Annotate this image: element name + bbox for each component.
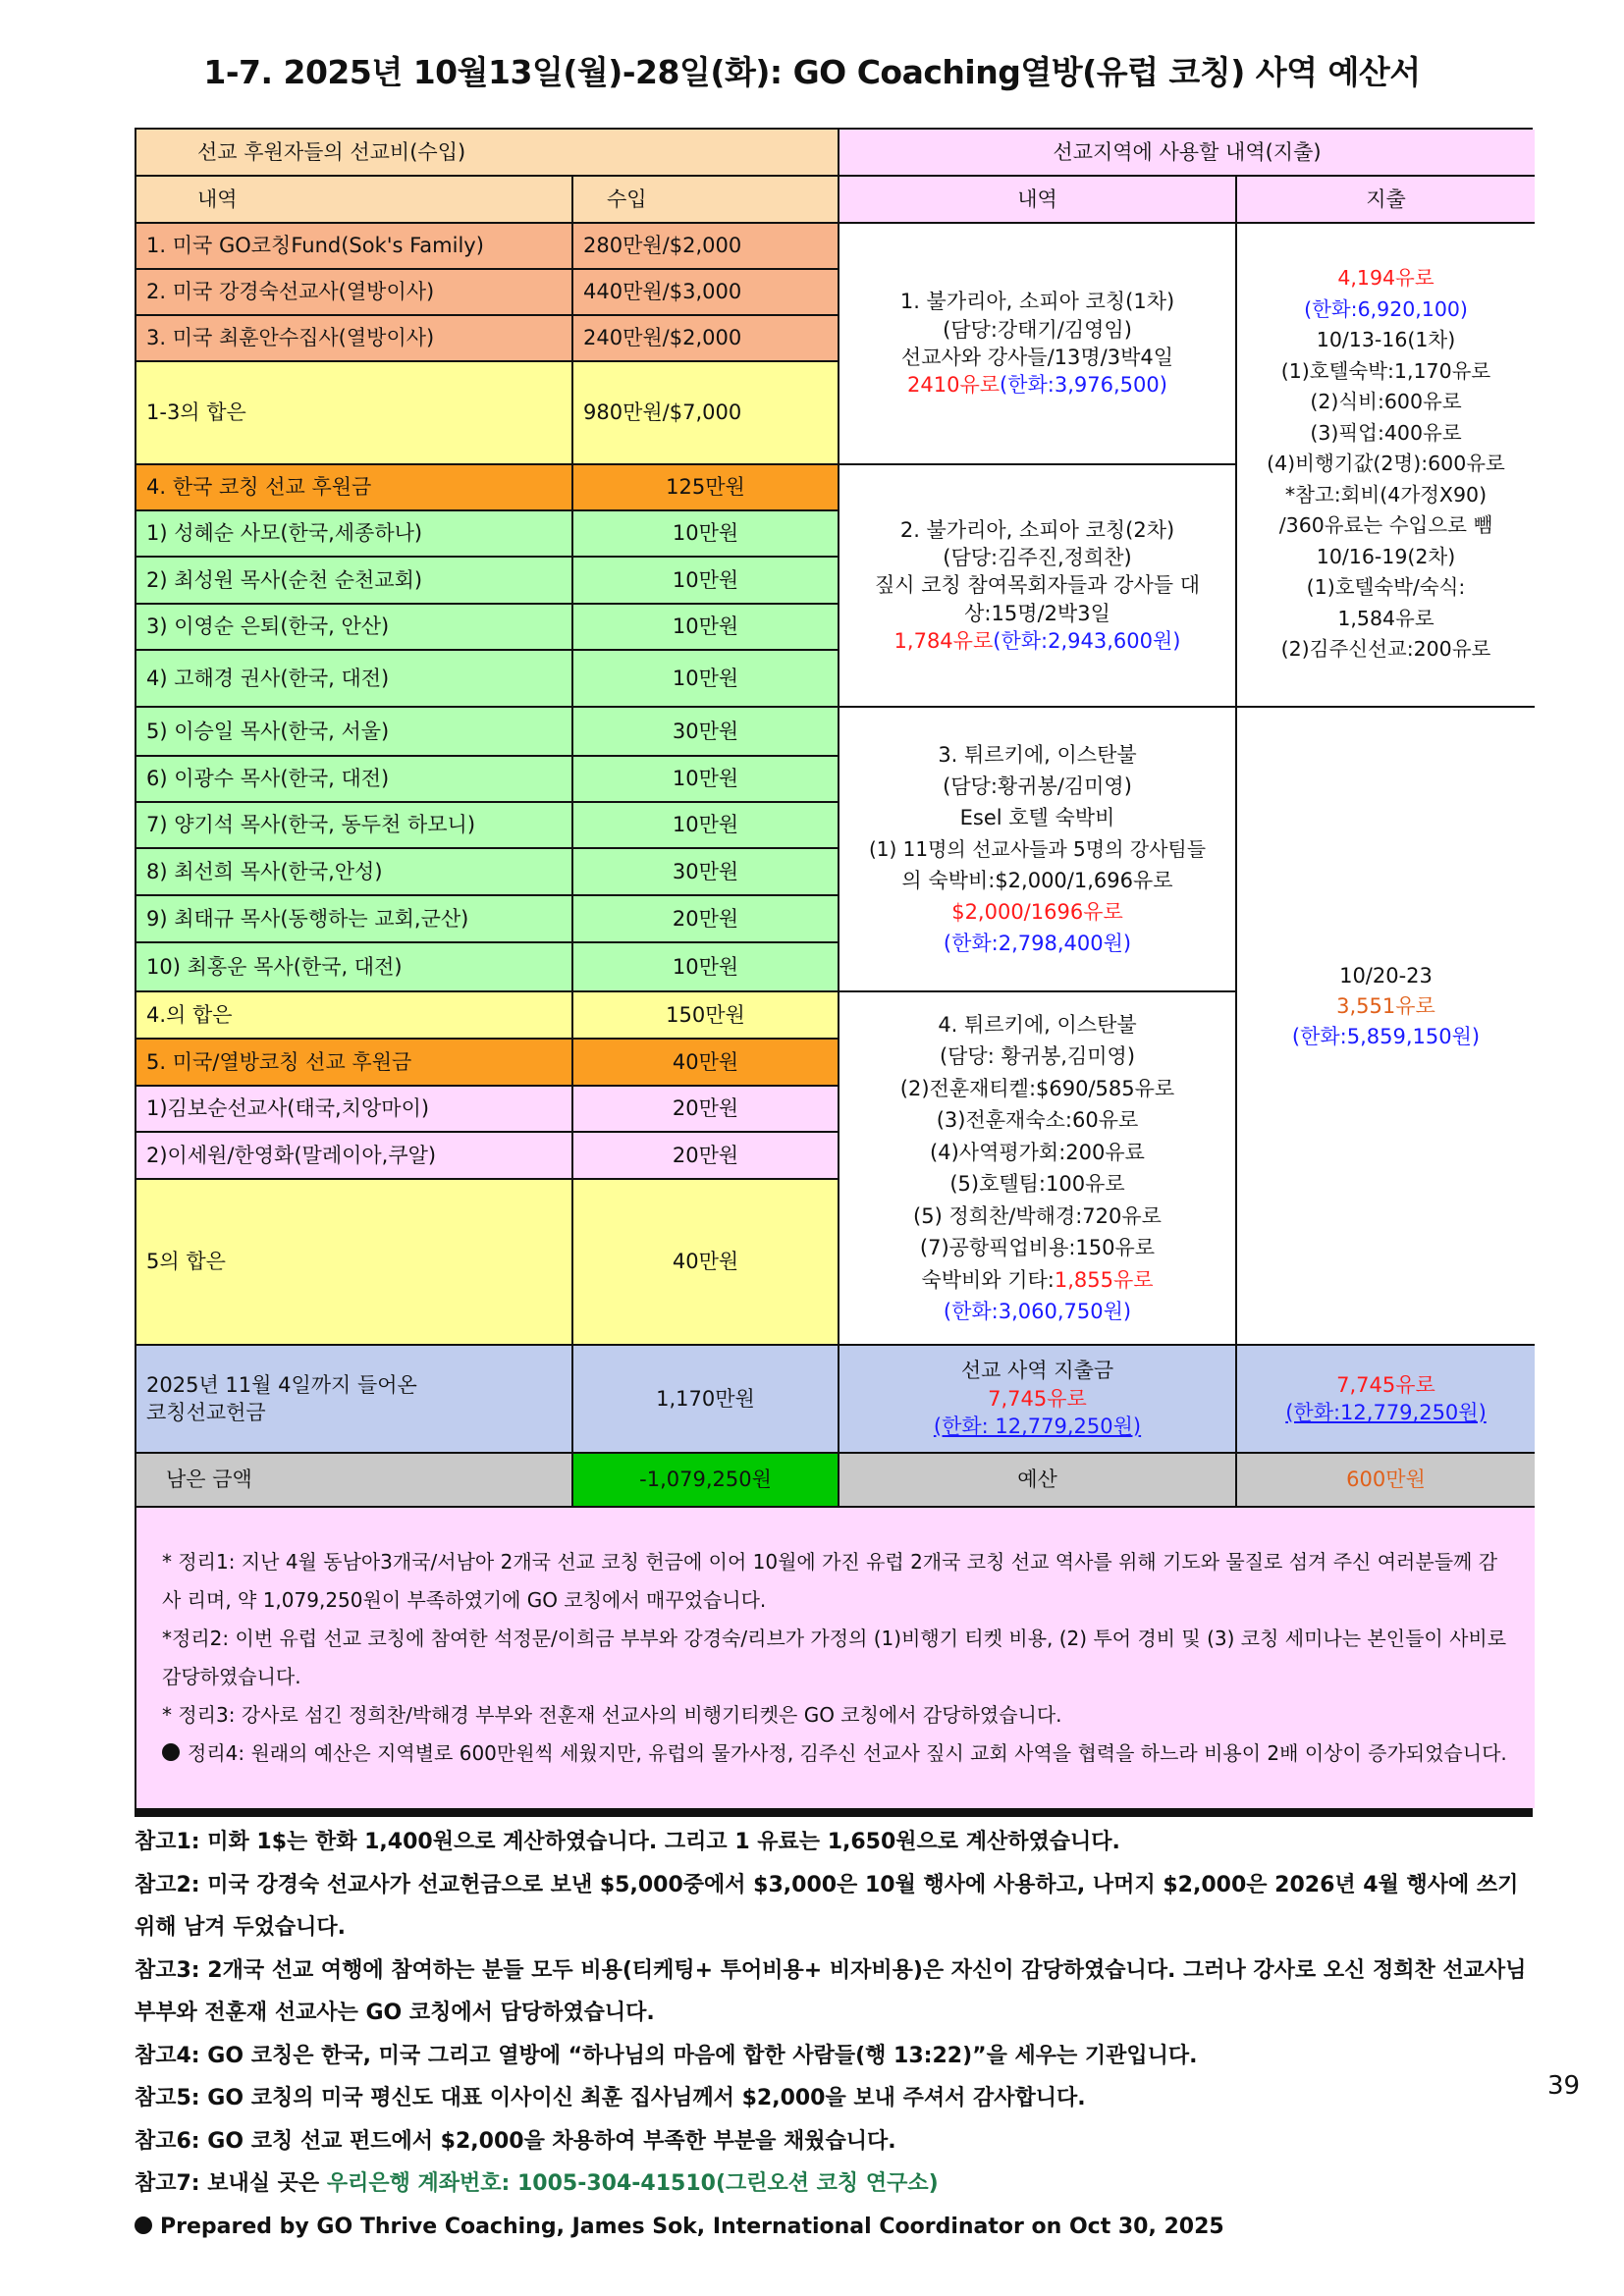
expense-line: 선교사와 강사들/13명/3박4일 (900, 346, 1174, 369)
remaining-label: 남은 금액 (136, 1454, 573, 1508)
reference-note (135, 2163, 1529, 2206)
expense-line: (4)사역평가회:200유료 (930, 1140, 1145, 1164)
bulgaria-total-euro: 4,194유로 (1337, 266, 1435, 290)
reference-note: 참고3: 2개국 선교 여행에 참여하는 분들 모두 비용(티케팅+ 투어비용+ 비자비용)은 자신이 감당하였습니다. 그러나 강사로 오신 정희찬 선교사님 부부와 전훈재 선교사는 GO 코칭에서 담당하였습니다. (135, 1957, 1527, 2025)
summary-note (162, 1735, 1507, 1773)
expense-total-bulgaria (1237, 224, 1535, 708)
budget-amount: 600만원 (1237, 1454, 1535, 1508)
income-row-amount: 20만원 (573, 896, 839, 943)
expense-euro: 1,784유로 (893, 629, 994, 654)
income-row-amount: 30만원 (573, 849, 839, 896)
income-row-item: 6) 이광수 목사(한국, 대전) (136, 757, 573, 803)
income-col-amount: 수입 (573, 177, 839, 224)
expense-line: 숙박비와 기타: (921, 1267, 1055, 1292)
reference-prefix: 참고7: 보내실 곳은 (135, 2171, 327, 2196)
expense-line: Esel 호텔 숙박비 (959, 806, 1115, 829)
bulgaria-detail-line: 10/13-16(1차) (1316, 328, 1456, 351)
expense-line: 1. 불가리아, 소피아 코칭(1차) (899, 290, 1175, 314)
expense-total-krw: (한화: 12,779,250원) (933, 1415, 1142, 1439)
group5-header-label: 5. 미국/열방코칭 선교 후원금 (136, 1040, 573, 1087)
summary-note: * 정리3: 강사로 섬긴 정희찬/박해경 부부와 전훈재 선교사의 비행기티켓은 GO 코칭에서 감당하였습니다. (162, 1703, 1062, 1727)
expense-line: 의 숙박비:$2,000/1,696유로 (901, 869, 1173, 892)
income-row-amount: 440만원/$3,000 (573, 270, 839, 316)
bulgaria-detail-line: (4)비행기값(2명):600유로 (1267, 452, 1505, 475)
income-row-item: 8) 최선희 목사(한국,안성) (136, 849, 573, 896)
income-row-item: 2)이세원/한영화(말레이아,쿠알) (136, 1133, 573, 1180)
bulgaria-detail-line: (2)식비:600유로 (1310, 390, 1462, 413)
expense-line: (담당:강태기/김영임) (943, 317, 1132, 342)
income-row-amount: 10만원 (573, 757, 839, 803)
reference-note: 참고2: 미국 강경숙 선교사가 선교헌금으로 보낸 $5,000중에서 $3,000은 10월 행사에 사용하고, 나머지 $2,000은 2026년 4월 행사에 쓰기 위해 남겨 두었습니다. (135, 1872, 1519, 1940)
sum-4-amount: 150만원 (573, 992, 839, 1040)
income-total-label-line: 2025년 11월 4일까지 들어온 (146, 1372, 417, 1397)
expense-total-amount (1237, 1346, 1535, 1454)
prepared-by (135, 2206, 1529, 2249)
remaining-amount: -1,079,250원 (573, 1454, 839, 1508)
expense-krw: (한화:3,060,750원) (943, 1300, 1132, 1323)
income-row-item: 3. 미국 최훈안수집사(열방이사) (136, 316, 573, 362)
expense-krw: (한화:3,976,500) (1000, 373, 1167, 398)
expense-line: (7)공항픽업비용:150유로 (919, 1236, 1156, 1259)
expense-line: 4. 튀르키에, 이스탄불 (938, 1012, 1137, 1037)
income-row-amount: 10만원 (573, 651, 839, 708)
bullet-icon (135, 2216, 152, 2234)
income-row-amount: 10만원 (573, 943, 839, 992)
income-row-amount: 10만원 (573, 511, 839, 558)
expense-section-header: 선교지역에 사용할 내역(지출) (839, 130, 1535, 177)
expense-col-amount: 지출 (1237, 177, 1535, 224)
bulgaria-detail-line: (1)호텔숙박:1,170유로 (1280, 358, 1491, 383)
bulgaria-detail-line: 10/16-19(2차) (1316, 544, 1456, 568)
summary-note: *정리2: 이번 유럽 선교 코칭에 참여한 석정문/이희금 부부와 강경숙/리브가 가정의 (1)비행기 티켓 비용, (2) 투어 경비 및 (3) 코칭 세미나는 본인들이 사비로 감당하였습니다. (162, 1627, 1507, 1688)
reference-note: 참고4: GO 코칭은 한국, 미국 그리고 열방에 “하나님의 마음에 합한 사람들(행 13:22)”을 세우는 기관입니다. (135, 2043, 1198, 2068)
expense-euro: 2410유로 (907, 373, 1001, 398)
turkey-total-dates: 10/20-23 (1339, 963, 1433, 988)
bulgaria-total-krw: (한화:6,920,100) (1304, 296, 1468, 321)
reference-note: 참고1: 미화 1$는 한화 1,400원으로 계산하였습니다. 그리고 1 유료는 1,650원으로 계산하였습니다. (135, 1830, 1120, 1854)
budget-label: 예산 (839, 1454, 1237, 1508)
income-col-item: 내역 (136, 177, 573, 224)
bulgaria-detail-line: (2)김주신선교:200유로 (1280, 637, 1491, 661)
income-row-amount: 280만원/$2,000 (573, 224, 839, 270)
sum-4-label: 4.의 합은 (136, 992, 573, 1040)
income-row-item: 1)김보순선교사(태국,치앙마이) (136, 1087, 573, 1133)
income-total-amount: 1,170만원 (573, 1346, 839, 1454)
income-row-amount: 20만원 (573, 1087, 839, 1133)
expense-total-title: 선교 사역 지출금 (960, 1359, 1114, 1383)
page-title: 1-7. 2025년 10월13일(월)-28일(화): GO Coaching열방(유럽 코칭) 사역 예산서 (203, 53, 1421, 91)
turkey-total-euro: 3,551유로 (1336, 993, 1435, 1018)
expense-line: 상:15명/2박3일 (964, 601, 1110, 625)
expense-line: (5)호텔팀:100유로 (949, 1172, 1125, 1196)
group5-header-amount: 40만원 (573, 1040, 839, 1087)
income-item-label: 1. 미국 GO코칭Fund(Sok's Family) (146, 234, 484, 258)
reference-note: 참고5: GO 코칭의 미국 평신도 대표 이사이신 최훈 집사님께서 $2,000을 보내 주셔서 감사합니다. (135, 2086, 1086, 2110)
expense-total-right-euro: 7,745유로 (1336, 1372, 1435, 1397)
reference-note: 참고6: GO 코칭 선교 펀드에서 $2,000을 차용하여 부족한 부분을 채웠습니다. (135, 2128, 896, 2154)
sum-5-amount: 40만원 (573, 1180, 839, 1346)
expense-line: (담당:황귀봉/김미영) (943, 774, 1132, 798)
income-row-item (136, 224, 573, 270)
income-row-item: 7) 양기석 목사(한국, 동두천 하모니) (136, 803, 573, 849)
income-row-item: 2. 미국 강경숙선교사(열방이사) (136, 270, 573, 316)
income-row-amount: 240만원/$2,000 (573, 316, 839, 362)
expense-line: 짚시 코칭 참여목회자들과 강사들 대 (875, 573, 1200, 598)
expense-total-right-krw: (한화:12,779,250원) (1285, 1401, 1487, 1424)
sum-5-label: 5의 합은 (136, 1180, 573, 1346)
expense-krw: (한화:2,943,600원) (993, 629, 1181, 654)
bulgaria-detail-line: (3)픽업:400유로 (1310, 420, 1462, 445)
expense-total-turkey (1237, 708, 1535, 1346)
income-row-item: 4) 고해경 권사(한국, 대전) (136, 651, 573, 708)
expense-line: (1) 11명의 선교사들과 5명의 강사팀들 (868, 837, 1207, 861)
income-row-amount: 10만원 (573, 558, 839, 605)
expense-line: (2)전훈재티켙:$690/585유로 (899, 1076, 1175, 1100)
bulgaria-detail-line: 1,584유로 (1337, 606, 1435, 630)
income-row-amount: 30만원 (573, 708, 839, 757)
expense-line: 2. 불가리아, 소피아 코칭(2차) (899, 517, 1175, 542)
income-row-item: 9) 최태규 목사(동행하는 교회,군산) (136, 896, 573, 943)
income-row-amount: 10만원 (573, 605, 839, 651)
income-row-item: 1) 성혜순 사모(한국,세종하나) (136, 511, 573, 558)
page-number: 39 (1547, 2071, 1581, 2101)
sum-1-3-amount: 980만원/$7,000 (573, 362, 839, 465)
sum-1-3-label: 1-3의 합은 (136, 362, 573, 465)
summary-note: * 정리1: 지난 4월 동남아3개국/서남아 2개국 선교 코칭 헌금에 이어 10월에 가진 유럽 2개국 코칭 선교 역사를 위해 기도와 물질로 섬겨 주신 여러분들께 감사 리며, 약 1,079,250원이 부족하였기에 GO 코칭에서 매꾸었습니다. (162, 1550, 1498, 1612)
bulgaria-detail-line: /360유료는 수입으로 뺌 (1278, 513, 1493, 537)
expense-item-turkey-1 (839, 708, 1237, 992)
expense-item-turkey-2 (839, 992, 1237, 1346)
expense-line: (5) 정희찬/박해경:720유로 (913, 1203, 1162, 1228)
income-row-amount: 10만원 (573, 803, 839, 849)
income-total-label-line: 코칭선교헌금 (146, 1401, 266, 1424)
expense-item-bulgaria-2 (839, 465, 1237, 708)
income-row-item: 3) 이영순 은퇴(한국, 안산) (136, 605, 573, 651)
income-row-item: 10) 최홍운 목사(한국, 대전) (136, 943, 573, 992)
expense-euro: $2,000/1696유로 (951, 900, 1123, 924)
expense-total-label (839, 1346, 1237, 1454)
bulgaria-detail-line: (1)호텔숙박/숙식: (1306, 575, 1466, 599)
expense-krw: (한화:2,798,400원) (943, 932, 1132, 955)
summary-notes (136, 1508, 1535, 1808)
expense-line: (담당:김주진,정희찬) (943, 545, 1132, 569)
prepared-by-text: Prepared by GO Thrive Coaching, James Sok, International Coordinator on Oct 30, 2025 (160, 2214, 1224, 2239)
bulgaria-detail-line: *참고:회비(4가정X90) (1284, 482, 1488, 507)
income-row-item: 2) 최성원 목사(순천 순천교회) (136, 558, 573, 605)
expense-line: (3)전훈재숙소:60유로 (936, 1108, 1139, 1132)
reference-notes (135, 1821, 1529, 2248)
expense-euro: 1,855유로 (1054, 1267, 1154, 1292)
expense-col-item: 내역 (839, 177, 1237, 224)
budget-table (135, 128, 1533, 1817)
bullet-icon (162, 1743, 180, 1761)
bank-account: 우리은행 계좌번호: 1005-304-41510(그린오션 코칭 연구소) (326, 2171, 939, 2196)
income-row-amount: 20만원 (573, 1133, 839, 1180)
turkey-total-krw: (한화:5,859,150원) (1291, 1024, 1481, 1048)
group4-header-amount: 125만원 (573, 465, 839, 511)
expense-line: 3. 튀르키에, 이스탄불 (938, 743, 1137, 767)
group4-header-label: 4. 한국 코칭 선교 후원금 (136, 465, 573, 511)
income-row-item: 5) 이승일 목사(한국, 서울) (136, 708, 573, 757)
income-section-header: 선교 후원자들의 선교비(수입) (136, 130, 839, 177)
summary-note-text: 정리4: 원래의 예산은 지역별로 600만원씩 세웠지만, 유럽의 물가사정, 김주신 선교사 짚시 교회 사역을 협력을 하느라 비용이 2배 이상이 증가되었습니다. (188, 1741, 1507, 1765)
income-total-label (136, 1346, 573, 1454)
expense-total-euro: 7,745유로 (988, 1386, 1087, 1411)
expense-line: (담당: 황귀봉,김미영) (939, 1044, 1136, 1068)
expense-item-bulgaria-1 (839, 224, 1237, 465)
